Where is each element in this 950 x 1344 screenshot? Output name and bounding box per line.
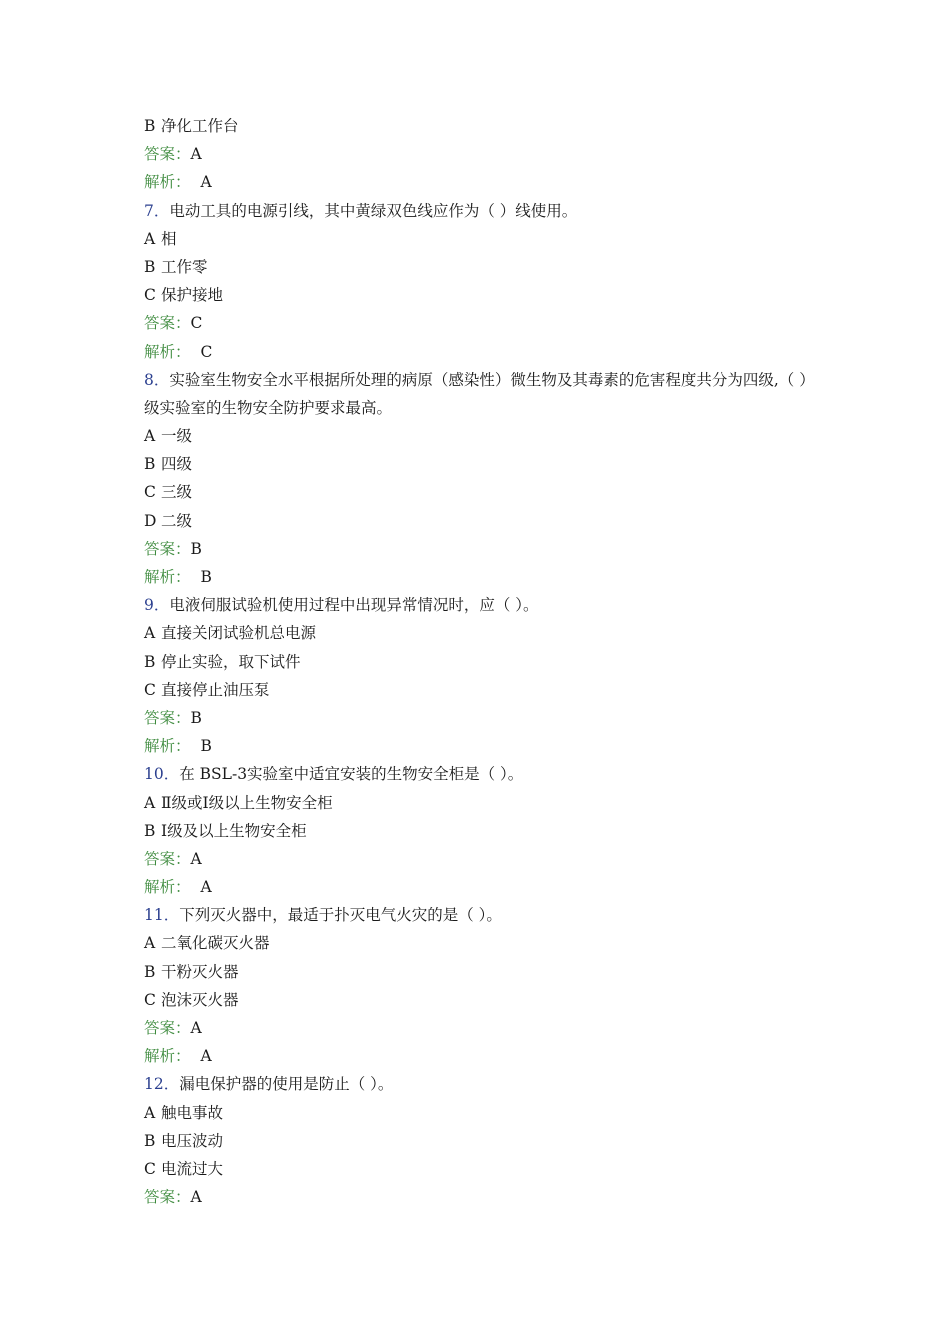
option-c: C 泡沫灭火器 bbox=[144, 990, 239, 1009]
option-c: C 直接停止油压泵 bbox=[144, 680, 270, 699]
option-c: C 保护接地 bbox=[144, 286, 224, 305]
option-a: A 直接关闭试验机总电源 bbox=[144, 624, 317, 643]
option-a: A 触电事故 bbox=[144, 1103, 224, 1122]
option-b: B 电压波动 bbox=[144, 1131, 224, 1150]
analysis-line: 解析： B bbox=[144, 568, 212, 587]
analysis-line: 解析： A bbox=[144, 1047, 212, 1066]
question-text: 10．在 BSL-3实验室中适宜安装的生物安全柜是（ ）。 bbox=[144, 765, 524, 784]
question-text: 12．漏电保护器的使用是防止（ ）。 bbox=[144, 1075, 394, 1094]
option-a: A 一级 bbox=[144, 427, 193, 446]
question-8 bbox=[144, 366, 824, 592]
question-12 bbox=[144, 1070, 824, 1211]
option-b: B 净化工作台 bbox=[144, 117, 239, 135]
answer-line: 答案：A bbox=[144, 1019, 202, 1038]
question-9 bbox=[144, 591, 824, 760]
option-b: B 四级 bbox=[144, 455, 193, 474]
analysis-line: 解析： A bbox=[144, 878, 212, 897]
option-b: B Ⅰ级及以上生物安全柜 bbox=[144, 821, 307, 840]
question-text: 9．电液伺服试验机使用过程中出现异常情况时，应（ ）。 bbox=[144, 596, 539, 615]
question-text: 11．下列灭火器中，最适于扑灭电气火灾的是（ ）。 bbox=[144, 906, 502, 925]
option-d: D 二级 bbox=[144, 511, 193, 530]
question-text: 7．电动工具的电源引线，其中黄绿双色线应作为（ ）线使用。 bbox=[144, 201, 578, 220]
answer-line: 答案：A bbox=[144, 1188, 202, 1207]
question-10 bbox=[144, 760, 824, 901]
option-b: B 工作零 bbox=[144, 257, 208, 276]
option-a: A 二氧化碳灭火器 bbox=[144, 934, 270, 953]
answer-line: 答案：C bbox=[144, 314, 203, 333]
analysis-line: 解析： A bbox=[144, 173, 212, 192]
question-text: 8．实验室生物安全水平根据所处理的病原（感染性）微生物及其毒素的危害程度共分为四级,（ ）级实验室的生物安全防护要求最高。 bbox=[144, 370, 815, 417]
option-b: B 停止实验，取下试件 bbox=[144, 652, 301, 671]
question-11 bbox=[144, 901, 824, 1070]
option-c: C 电流过大 bbox=[144, 1159, 224, 1178]
analysis-line: 解析： B bbox=[144, 737, 212, 756]
answer-line: 答案：A bbox=[144, 849, 202, 868]
answer-line: 答案：A bbox=[144, 145, 202, 164]
question-7 bbox=[144, 197, 824, 366]
option-a: A Ⅱ级或Ⅰ级以上生物安全柜 bbox=[144, 793, 333, 812]
option-b: B 干粉灭火器 bbox=[144, 962, 239, 981]
question-6-tail bbox=[144, 112, 824, 197]
document-page bbox=[144, 112, 824, 1211]
option-c: C 三级 bbox=[144, 483, 193, 502]
answer-line: 答案：B bbox=[144, 539, 202, 558]
answer-line: 答案：B bbox=[144, 708, 202, 727]
option-a: A 相 bbox=[144, 229, 177, 248]
analysis-line: 解析： C bbox=[144, 342, 213, 361]
